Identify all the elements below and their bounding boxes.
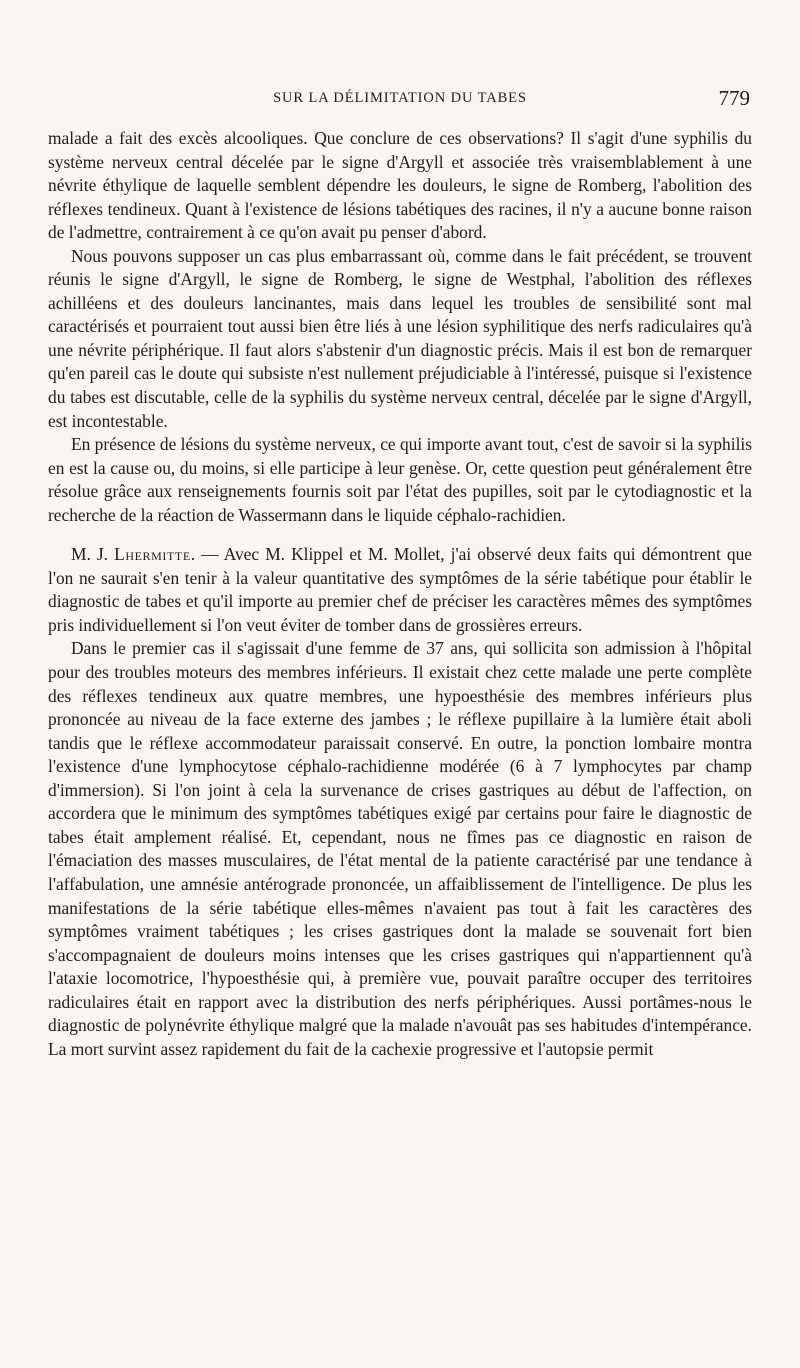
speaker-prefix: M. J. (71, 544, 115, 565)
page-number: 779 (718, 86, 750, 110)
paragraph-hypothetical-case: Nous pouvons supposer un cas plus embarrassant où, comme dans le fait précédent, se trouvent réunis le signe d'Argyll, le signe de Romberg, le signe de Westphal, l'abolition des réflexes achilléens et des douleurs lancinantes, mais dans lequel les troubles de sensibilité sont mal caractérisés et pourraient tout aussi bien être liés à une lésion syphilitique des nerfs radiculaires qu'à une névrite périphérique. Il faut alors s'abstenir d'un diagnostic précis. Mais il est bon de remarquer qu'en pareil cas le doute qui subsiste n'est nullement préjudiciable à l'intéressé, puisque si l'existence du tabes est discutable, celle de la syphilis du système nerveux central, décelée par le signe d'Argyll, est incontestable. (48, 245, 752, 431)
speaker-text: . — Avec M. Klippel et M. Mollet, j'ai observé deux faits qui démontrent que l'on ne saurait s'en tenir à la valeur quantitative des symptômes de la série tabétique pour établir le diagnostic de tabes et qu'il importe au premier chef de préciser les caractères mêmes des symptômes pris individuellement si l'on veut éviter de tomber dans de grossières erreurs. (48, 544, 752, 635)
paragraph-continuation: malade a fait des excès alcooliques. Que conclure de ces observations? Il s'agit d'une syphilis du système nerveux central décelée par le signe d'Argyll et associée très vraisemblablement à une névrite éthylique de laquelle semblent dépendre les douleurs, le signe de Romberg, l'abolition des réflexes tendineux. Quant à l'existence de lésions tabétiques des racines, il n'y a aucune bonne raison de l'admettre, contrairement à ce qu'on avait pu penser d'abord. (48, 128, 752, 243)
running-head (48, 86, 752, 112)
paragraph-syphilis-question: En présence de lésions du système nerveux, ce qui importe avant tout, c'est de savoir si la syphilis en est la cause ou, du moins, si elle participe à leur genèse. Or, cette question peut généralement être résolue grâce aux renseignements fournis soit par l'état des pupilles, soit par le cytodiagnostic et la recherche de la réaction de Wassermann dans le liquide céphalo-rachidien. (48, 434, 752, 525)
speaker-name: Lhermitte (114, 544, 191, 565)
paragraph-first-case: Dans le premier cas il s'agissait d'une femme de 37 ans, qui sollicita son admission à l'hôpital pour des troubles moteurs des membres inférieurs. Il existait chez cette malade une perte complète des réflexes tendineux aux quatre membres, une hypoesthésie des membres inférieurs plus prononcée au niveau de la face externe des jambes ; le réflexe pupillaire à la lumière était aboli tandis que le réflexe accommodateur paraissait conservé. En outre, la ponction lombaire montra l'existence d'une lymphocytose céphalo-rachidienne modérée (6 à 7 lymphocytes par champ d'immersion). Si l'on joint à cela la survenance de crises gastriques au début de l'affection, on accordera que le minimum des symptômes tabétiques exigé par certains pour faire le diagnostic de tabes était amplement réalisé. Et, cependant, nous ne fîmes pas ce diagnostic en raison de l'émaciation des masses musculaires, de l'état mental de la patiente caractérisé par une tendance à l'affabulation, une amnésie antérograde prononcée, un affaiblissement de l'intelligence. De plus les manifestations de la série tabétique elles-mêmes n'avaient pas tout à fait les caractères des symptômes vraiment tabétiques ; les crises gastriques dont la malade se souvenait fort bien s'accompagnaient de douleurs moins intenses que les crises gastriques qui n'appartiennent qu'à l'ataxie locomotrice, l'hypoesthésie qui, à première vue, pouvait paraître occuper des territoires radiculaires était en rapport avec la distribution des nerfs périphériques. Aussi portâmes-nous le diagnostic de polynévrite éthylique malgré que la malade n'avouât pas ses habitudes d'intempérance. La mort survint assez rapidement du fait de la cachexie progressive et l'autopsie permit (48, 638, 752, 1059)
body-text (48, 127, 752, 1061)
running-title: SUR LA DÉLIMITATION DU TABES (273, 90, 527, 106)
paragraph-lhermitte-remarks (48, 543, 752, 637)
